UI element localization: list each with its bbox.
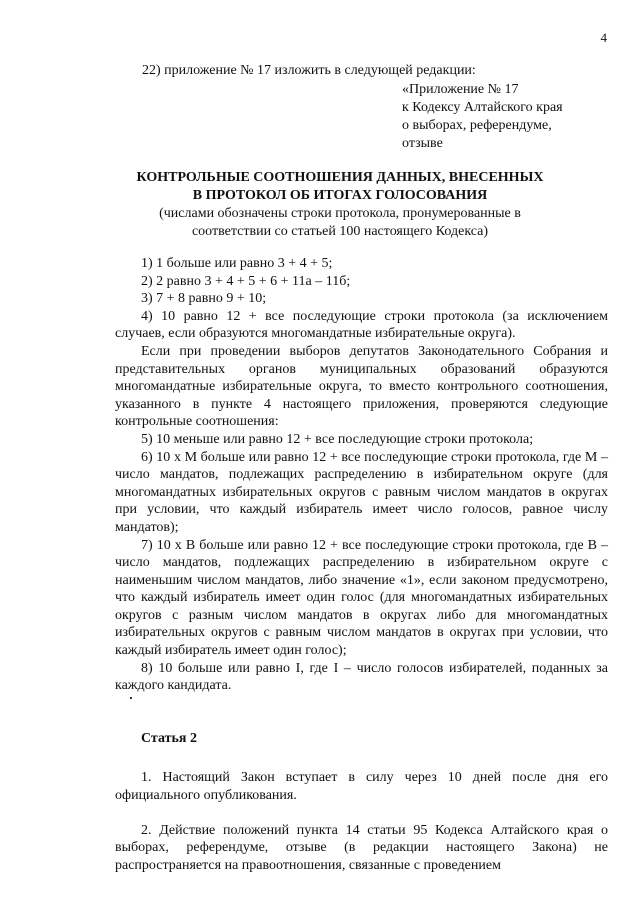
paragraph: Если при проведении выборов депутатов Законодательного Собрания и представительных органов муниципальных образований образуются многомандатные избирательные округа, то вместо контрольного соотношения, указанного в пункте 4 настоящего приложения, проверяются следующие контрольные соотношения: xyxy=(115,343,608,430)
list-item: 1) 1 больше или равно 3 + 4 + 5; xyxy=(141,256,333,271)
article-paragraph: 1. Настоящий Закон вступает в силу через 10 дней после дня его официального опубликования. xyxy=(115,770,608,804)
appendix-line: «Приложение № 17 xyxy=(402,82,519,97)
intro-line: 22) приложение № 17 изложить в следующей редакции: xyxy=(142,63,476,78)
subtitle-line: соответствии со статьей 100 настоящего Кодекса) xyxy=(191,224,489,239)
list-item: 6) 10 х М больше или равно 12 + все последующие строки протокола, где М – число мандатов, подлежащих распределению в избирательном округе (для многомандатных избирательных округов с равным числом мандатов в округах при условии, что каждый избиратель имеет число голосов, равное числу мандатов); xyxy=(115,449,608,535)
appendix-line: отзыве xyxy=(402,136,443,151)
appendix-title xyxy=(90,169,590,241)
list-item: 5) 10 меньше или равно 12 + все последующие строки протокола; xyxy=(141,431,534,447)
appendix-reference xyxy=(402,81,622,153)
title-line: КОНТРОЛЬНЫЕ СООТНОШЕНИЯ ДАННЫХ, ВНЕСЕННЫХ xyxy=(136,170,544,185)
list-item: 3) 7 + 8 равно 9 + 10; xyxy=(141,291,267,307)
article-heading: Статья 2 xyxy=(141,730,197,746)
list-item: 4) 10 равно 12 + все последующие строки протокола (за исключением случаев, если образуются многомандатные избирательные округа). xyxy=(115,308,608,342)
appendix-line: к Кодексу Алтайского края xyxy=(402,100,563,115)
stray-mark xyxy=(130,697,132,699)
appendix-line: о выборах, референдуме, xyxy=(402,118,552,133)
page-number: 4 xyxy=(600,30,607,45)
list-item: 2) 2 равно 3 + 4 + 5 + 6 + 11а – 11б; xyxy=(141,273,351,289)
title-line: В ПРОТОКОЛ ОБ ИТОГАХ ГОЛОСОВАНИЯ xyxy=(192,188,488,203)
list-item: 7) 10 х В больше или равно 12 + все последующие строки протокола, где В – число мандатов, подлежащих распределению в избирательном округе с наименьшим числом мандатов, либо значение «1», если законом предусмотрено, что каждый избиратель имеет один голос (для многомандатных избирательных округов с разным числом мандатов в округах либо для многомандатных избирательных округов с равным числом мандатов в округах при условии, что каждый избиратель имеет один голос); xyxy=(115,537,608,659)
subtitle-line: (числами обозначены строки протокола, пронумерованные в xyxy=(159,206,521,221)
list-item: 8) 10 больше или равно I, где I – число голосов избирателей, поданных за каждого кандидата. xyxy=(115,660,608,694)
document-body xyxy=(115,255,608,874)
article-paragraph: 2. Действие положений пункта 14 статьи 95 Кодекса Алтайского края о выборах, референдуме, отзыве (в редакции настоящего Закона) не распространяется на правоотношения, связанные с проведением xyxy=(115,822,608,873)
